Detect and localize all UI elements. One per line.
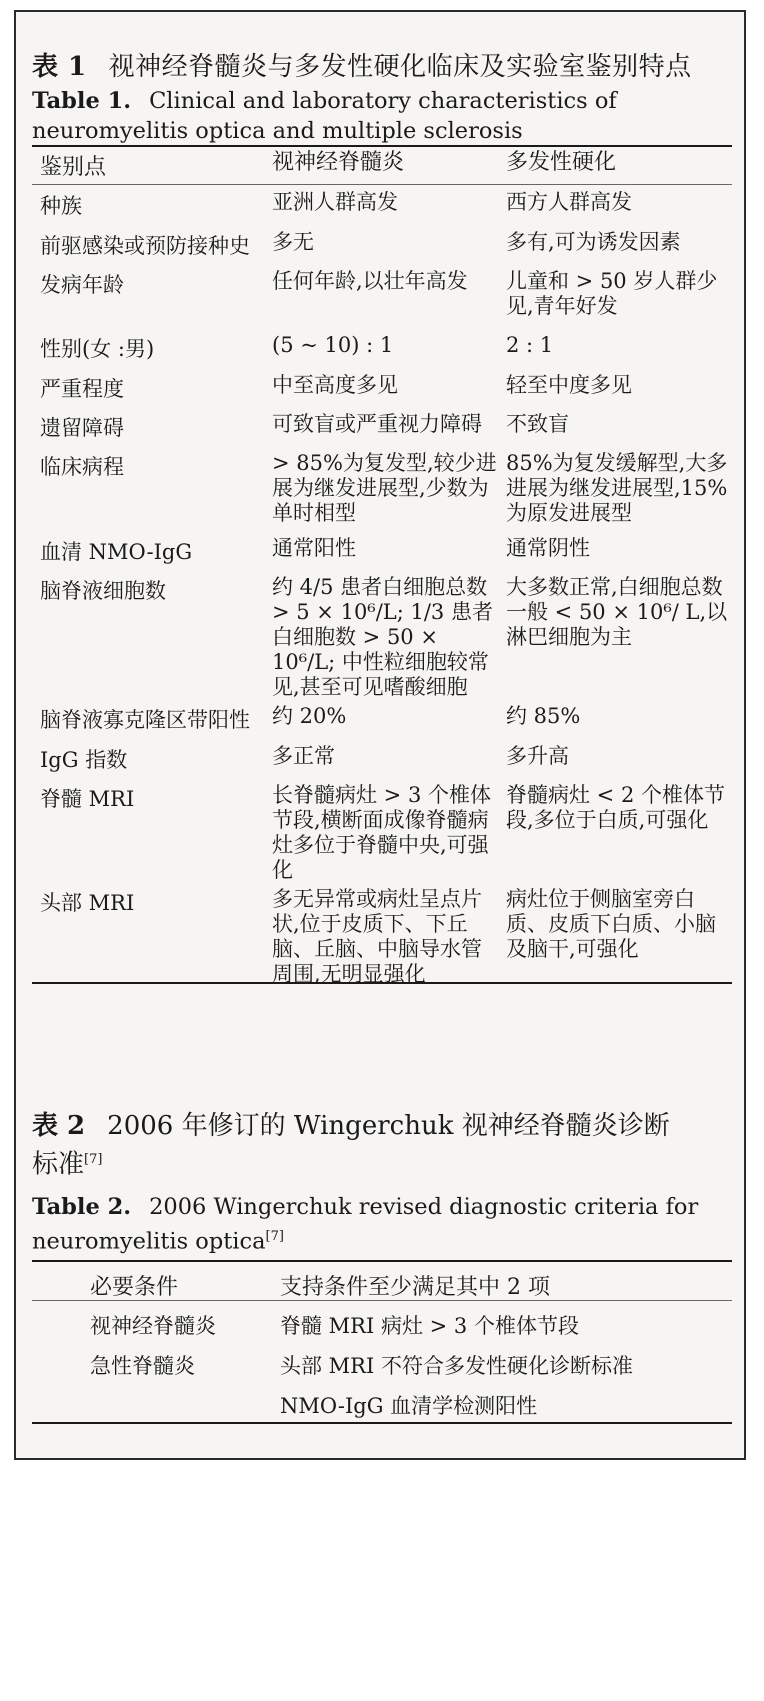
table2-caption-en: 2006 Wingerchuk revised diagnostic criteria for neuromyelitis optica xyxy=(32,1194,699,1255)
table1-header-cell: 多发性硬化 xyxy=(506,150,617,175)
table1-top-rule xyxy=(32,145,732,147)
nmo-cell: 长脊髓病灶 > 3 个椎体节段,横断面成像脊髓病灶多位于脊髓中央,可强化 xyxy=(272,783,491,882)
nmo-cell: 多正常 xyxy=(272,744,335,768)
supporting-cell: NMO-IgG 血清学检测阳性 xyxy=(280,1394,538,1418)
nmo-cell: 约 20% xyxy=(272,704,347,728)
table1-label-en: Table 1. xyxy=(32,88,132,114)
feature-cell: 性别(女 :男) xyxy=(40,337,155,361)
table2-citation-zh: [7] xyxy=(84,1152,103,1167)
ms-cell: 儿童和 > 50 岁人群少见,青年好发 xyxy=(506,269,718,318)
feature-cell: 遗留障碍 xyxy=(40,416,124,440)
table1-caption-en: Clinical and laboratory characteristics of neuromyelitis optica and multiple sclerosis xyxy=(32,88,617,144)
table1-title-en xyxy=(32,86,712,146)
required-cell: 视神经脊髓炎 xyxy=(90,1314,216,1338)
table2-label-en: Table 2. xyxy=(32,1194,132,1220)
ms-cell: 多有,可为诱发因素 xyxy=(506,230,681,254)
table2-header-cell: 必要条件 xyxy=(90,1275,179,1300)
nmo-cell: 多无 xyxy=(272,230,314,254)
feature-cell: 临床病程 xyxy=(40,455,124,479)
feature-cell: 头部 MRI xyxy=(40,891,135,915)
feature-cell: 脊髓 MRI xyxy=(40,787,135,811)
nmo-cell: 多无异常或病灶呈点片状,位于皮质下、下丘脑、丘脑、中脑导水管周围,无明显强化 xyxy=(272,887,482,986)
feature-cell: 严重程度 xyxy=(40,377,124,401)
ms-cell: 通常阴性 xyxy=(506,536,590,560)
nmo-cell: 通常阳性 xyxy=(272,536,356,560)
table2-title-en xyxy=(32,1192,732,1257)
feature-cell: 血清 NMO-IgG xyxy=(40,540,193,564)
table1-header-rule xyxy=(32,184,732,185)
ms-cell: 多升高 xyxy=(506,744,569,768)
nmo-cell: 中至高度多见 xyxy=(272,373,398,397)
feature-cell: 种族 xyxy=(40,194,82,218)
nmo-cell: 可致盲或严重视力障碍 xyxy=(272,412,482,436)
table2-citation-en: [7] xyxy=(265,1229,284,1244)
document-frame xyxy=(14,10,746,1460)
supporting-cell: 脊髓 MRI 病灶 > 3 个椎体节段 xyxy=(280,1314,579,1338)
table1-header-cell: 视神经脊髓炎 xyxy=(272,150,405,175)
table2-caption-zh: 2006 年修订的 Wingerchuk 视神经脊髓炎诊断标准 xyxy=(32,1111,670,1180)
ms-cell: 85%为复发缓解型,大多进展为继发进展型,15%为原发进展型 xyxy=(506,451,728,525)
feature-cell: IgG 指数 xyxy=(40,748,128,772)
nmo-cell: > 85%为复发型,较少进展为继发进展型,少数为单时相型 xyxy=(272,451,497,525)
ms-cell: 西方人群高发 xyxy=(506,190,632,214)
table2-title-zh xyxy=(32,1110,672,1182)
table2-bottom-rule xyxy=(32,1422,732,1424)
table1-caption-zh: 视神经脊髓炎与多发性硬化临床及实验室鉴别特点 xyxy=(108,52,692,82)
ms-cell: 不致盲 xyxy=(506,412,569,436)
feature-cell: 脑脊液细胞数 xyxy=(40,579,166,603)
nmo-cell: (5 ~ 10) : 1 xyxy=(272,333,394,357)
ms-cell: 轻至中度多见 xyxy=(506,373,632,397)
nmo-cell: 约 4/5 患者白细胞总数 > 5 × 10⁶/L; 1/3 患者白细胞数 > 50 × 10⁶/L; 中性粒细胞较常见,甚至可见嗜酸细胞 xyxy=(272,575,493,699)
ms-cell: 约 85% xyxy=(506,704,581,728)
ms-cell: 病灶位于侧脑室旁白质、皮质下白质、小脑及脑干,可强化 xyxy=(506,887,716,961)
table2-top-rule xyxy=(32,1260,732,1262)
nmo-cell: 任何年龄,以壮年高发 xyxy=(272,269,468,293)
ms-cell: 脊髓病灶 < 2 个椎体节段,多位于白质,可强化 xyxy=(506,783,725,832)
feature-cell: 发病年龄 xyxy=(40,273,124,297)
nmo-cell: 亚洲人群高发 xyxy=(272,190,398,214)
table2-header-cell: 支持条件至少满足其中 2 项 xyxy=(280,1275,550,1300)
ms-cell: 大多数正常,白细胞总数一般 < 50 × 10⁶/ L,以淋巴细胞为主 xyxy=(506,575,728,649)
feature-cell: 前驱感染或预防接种史 xyxy=(40,234,250,258)
feature-cell: 脑脊液寡克隆区带阳性 xyxy=(40,708,250,732)
table2-label-zh: 表 2 xyxy=(32,1111,86,1141)
table1-label-zh: 表 1 xyxy=(32,52,87,82)
ms-cell: 2 : 1 xyxy=(506,333,554,357)
supporting-cell: 头部 MRI 不符合多发性硬化诊断标准 xyxy=(280,1354,633,1378)
table1-title-zh xyxy=(32,46,692,83)
table1-header-cell: 鉴别点 xyxy=(40,155,107,180)
required-cell: 急性脊髓炎 xyxy=(90,1354,195,1378)
